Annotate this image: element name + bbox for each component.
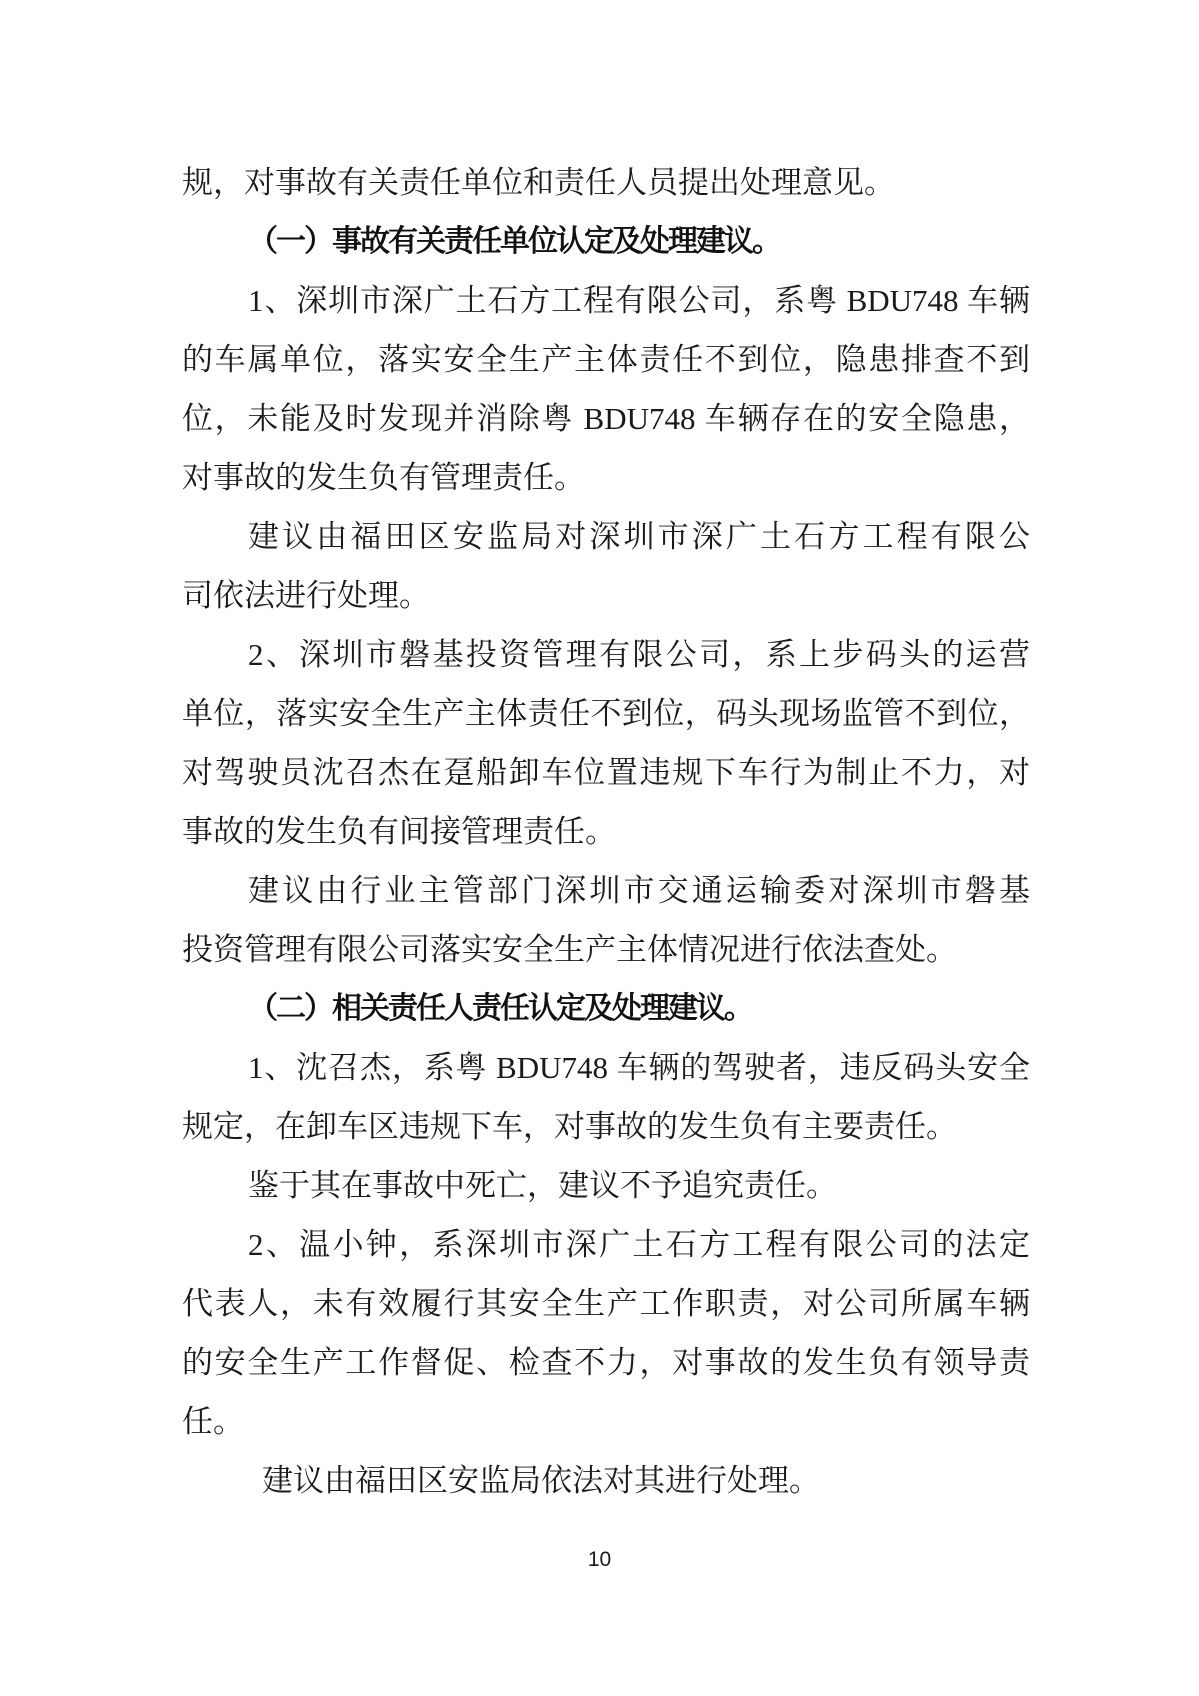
- text-line: 投资管理有限公司落实安全生产主体情况进行依法查处。: [182, 932, 957, 967]
- text-line: 建议由福田区安监局对深圳市深广土石方工程有限公: [248, 519, 1030, 554]
- text-line: 1、沈召杰，系粤 BDU748 车辆的驾驶者，违反码头安全: [248, 1050, 1030, 1085]
- text-line: 规，对事故有关责任单位和责任人员提出处理意见。: [182, 165, 895, 200]
- section-heading: （一）事故有关责任单位认定及处理建议。: [248, 225, 780, 258]
- text-line: 事故的发生负有间接管理责任。: [182, 814, 616, 849]
- text-line: 的车属单位，落实安全生产主体责任不到位，隐患排查不到: [182, 342, 1030, 377]
- text-line: 2、温小钟，系深圳市深广土石方工程有限公司的法定: [248, 1227, 1030, 1262]
- text-line: 代表人，未有效履行其安全生产工作职责，对公司所属车辆: [182, 1286, 1030, 1321]
- text-line: 对事故的发生负有管理责任。: [182, 460, 585, 495]
- document-body: [182, 153, 1030, 1510]
- text-line: 任。: [182, 1404, 244, 1439]
- text-line: 规定，在卸车区违规下车，对事故的发生负有主要责任。: [182, 1109, 957, 1144]
- text-line: 位，未能及时发现并消除粤 BDU748 车辆存在的安全隐患，: [182, 401, 1030, 436]
- text-line: 鉴于其在事故中死亡，建议不予追究责任。: [248, 1168, 837, 1203]
- text-line: 对驾驶员沈召杰在趸船卸车位置违规下车行为制止不力，对: [182, 755, 1030, 790]
- text-line: 1、深圳市深广土石方工程有限公司，系粤 BDU748 车辆: [248, 283, 1030, 318]
- page-number: 10: [587, 1548, 612, 1571]
- text-line: 2、深圳市磐基投资管理有限公司，系上步码头的运营: [248, 637, 1030, 672]
- text-line: 建议由行业主管部门深圳市交通运输委对深圳市磐基: [248, 873, 1030, 908]
- section-heading: （二）相关责任人责任认定及处理建议。: [248, 992, 752, 1025]
- text-line: 单位，落实安全生产主体责任不到位，码头现场监管不到位，: [182, 696, 1030, 731]
- text-line: 司依法进行处理。: [182, 578, 430, 613]
- text-line: 建议由福田区安监局依法对其进行处理。: [262, 1463, 820, 1498]
- text-line: 的安全生产工作督促、检查不力，对事故的发生负有领导责: [182, 1345, 1030, 1380]
